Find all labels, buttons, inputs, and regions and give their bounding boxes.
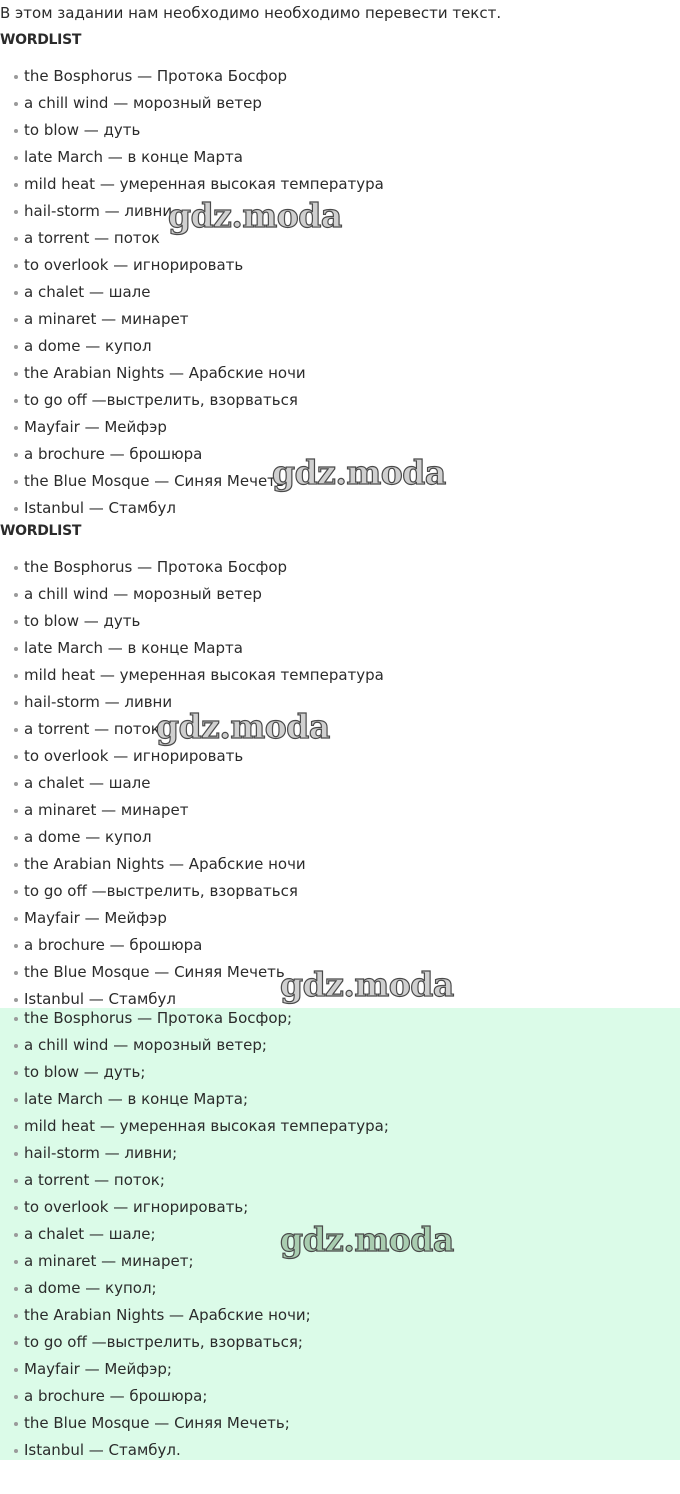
wordlist-item: a minaret — минарет	[0, 797, 384, 824]
watermark-2: gdz.moda	[272, 453, 446, 492]
wordlist-item: the Blue Mosque — Синяя Мечеть;	[0, 1410, 389, 1437]
wordlist-item: a dome — купол;	[0, 1275, 389, 1302]
wordlist-item: late March — в конце Марта	[0, 144, 384, 171]
wordlist-item: mild heat — умеренная высокая температура	[0, 662, 384, 689]
wordlist-item: mild heat — умеренная высокая температура;	[0, 1113, 389, 1140]
wordlist-item: to blow — дуть	[0, 608, 384, 635]
wordlist-item: Mayfair — Мейфэр	[0, 414, 384, 441]
wordlist-item: hail-storm — ливни	[0, 198, 384, 225]
wordlist-item: a torrent — поток	[0, 225, 384, 252]
watermark-4: gdz.moda	[280, 965, 454, 1004]
wordlist-item: a chalet — шале;	[0, 1221, 389, 1248]
wordlist-item: a torrent — поток;	[0, 1167, 389, 1194]
wordlist-1	[0, 63, 384, 522]
wordlist-item: to overlook — игнорировать	[0, 252, 384, 279]
wordlist-item: to go off —выстрелить, взорваться	[0, 878, 384, 905]
watermark-3: gdz.moda	[156, 707, 330, 746]
wordlist-item: hail-storm — ливни;	[0, 1140, 389, 1167]
wordlist-item: a torrent — поток	[0, 716, 384, 743]
wordlist-item: the Blue Mosque — Синяя Мечеть	[0, 959, 384, 986]
wordlist-item: to overlook — игнорировать;	[0, 1194, 389, 1221]
wordlist-2	[0, 554, 384, 1013]
wordlist-item: a chalet — шале	[0, 770, 384, 797]
wordlist-heading-2: WORDLIST	[0, 523, 82, 539]
wordlist-item: the Arabian Nights — Арабские ночи	[0, 360, 384, 387]
wordlist-item: a minaret — минарет	[0, 306, 384, 333]
wordlist-item: Istanbul — Стамбул	[0, 986, 384, 1013]
wordlist-item: the Arabian Nights — Арабские ночи;	[0, 1302, 389, 1329]
wordlist-item: the Bosphorus — Протока Босфор	[0, 554, 384, 581]
wordlist-item: the Blue Mosque — Синяя Мечеть	[0, 468, 384, 495]
wordlist-item: hail-storm — ливни	[0, 689, 384, 716]
wordlist-item: Istanbul — Стамбул	[0, 495, 384, 522]
wordlist-item: the Bosphorus — Протока Босфор;	[0, 1005, 389, 1032]
wordlist-item: to overlook — игнорировать	[0, 743, 384, 770]
wordlist-answer	[0, 1005, 389, 1464]
watermark-1: gdz.moda	[168, 196, 342, 235]
wordlist-item: to go off —выстрелить, взорваться;	[0, 1329, 389, 1356]
intro-text: В этом задании нам необходимо необходимо перевести текст.	[0, 4, 502, 22]
wordlist-item: Mayfair — Мейфэр;	[0, 1356, 389, 1383]
watermark-5: gdz.moda	[280, 1220, 454, 1259]
wordlist-item: mild heat — умеренная высокая температура	[0, 171, 384, 198]
wordlist-item: to blow — дуть;	[0, 1059, 389, 1086]
wordlist-item: Mayfair — Мейфэр	[0, 905, 384, 932]
wordlist-item: to blow — дуть	[0, 117, 384, 144]
wordlist-item: a dome — купол	[0, 824, 384, 851]
wordlist-item: the Bosphorus — Протока Босфор	[0, 63, 384, 90]
wordlist-item: a brochure — брошюра	[0, 932, 384, 959]
wordlist-item: a minaret — минарет;	[0, 1248, 389, 1275]
wordlist-item: a dome — купол	[0, 333, 384, 360]
wordlist-item: a chalet — шале	[0, 279, 384, 306]
wordlist-item: a chill wind — морозный ветер	[0, 581, 384, 608]
wordlist-item: a chill wind — морозный ветер;	[0, 1032, 389, 1059]
wordlist-heading-1: WORDLIST	[0, 32, 82, 48]
wordlist-item: late March — в конце Марта;	[0, 1086, 389, 1113]
wordlist-item: a brochure — брошюра	[0, 441, 384, 468]
wordlist-item: a chill wind — морозный ветер	[0, 90, 384, 117]
wordlist-item: late March — в конце Марта	[0, 635, 384, 662]
wordlist-item: the Arabian Nights — Арабские ночи	[0, 851, 384, 878]
wordlist-item: a brochure — брошюра;	[0, 1383, 389, 1410]
wordlist-item: Istanbul — Стамбул.	[0, 1437, 389, 1464]
wordlist-item: to go off —выстрелить, взорваться	[0, 387, 384, 414]
